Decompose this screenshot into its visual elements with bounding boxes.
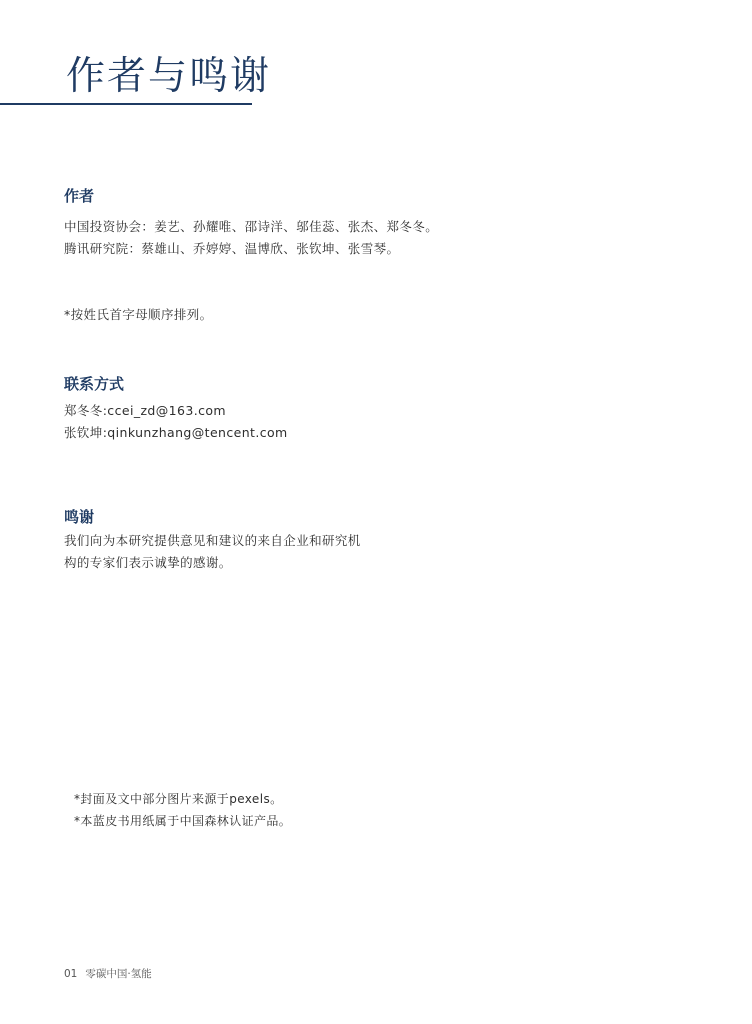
authors-order-note: *按姓氏首字母顺序排列。 <box>64 307 213 322</box>
authors-line-ccei: 中国投资协会：姜艺、孙耀唯、邵诗洋、邬佳蕊、张杰、郑冬冬。 <box>64 219 439 234</box>
acknowledgements-line-2: 构的专家们表示诚挚的感谢。 <box>64 555 232 570</box>
contact-heading: 联系方式 <box>64 375 125 393</box>
page-number: 01 <box>64 968 78 980</box>
authors-line-tencent: 腾讯研究院：蔡雄山、乔婷婷、温博欣、张钦坤、张雪琴。 <box>64 241 400 256</box>
acknowledgements-heading: 鸣谢 <box>64 508 95 526</box>
title-underline <box>0 103 252 105</box>
acknowledgements-line-1: 我们向为本研究提供意见和建议的来自企业和研究机 <box>64 533 361 548</box>
contact-line-zheng: 郑冬冬:ccei_zd@163.com <box>64 403 226 418</box>
footnote-image-source: *封面及文中部分图片来源于pexels。 <box>74 792 283 806</box>
footnote-paper-certification: *本蓝皮书用纸属于中国森林认证产品。 <box>74 814 292 828</box>
page-footer <box>64 966 152 982</box>
contact-line-zhang: 张钦坤:qinkunzhang@tencent.com <box>64 425 288 440</box>
authors-heading: 作者 <box>64 187 95 205</box>
page-title: 作者与鸣谢 <box>66 54 272 99</box>
publication-name: 零碳中国·氢能 <box>85 968 152 980</box>
